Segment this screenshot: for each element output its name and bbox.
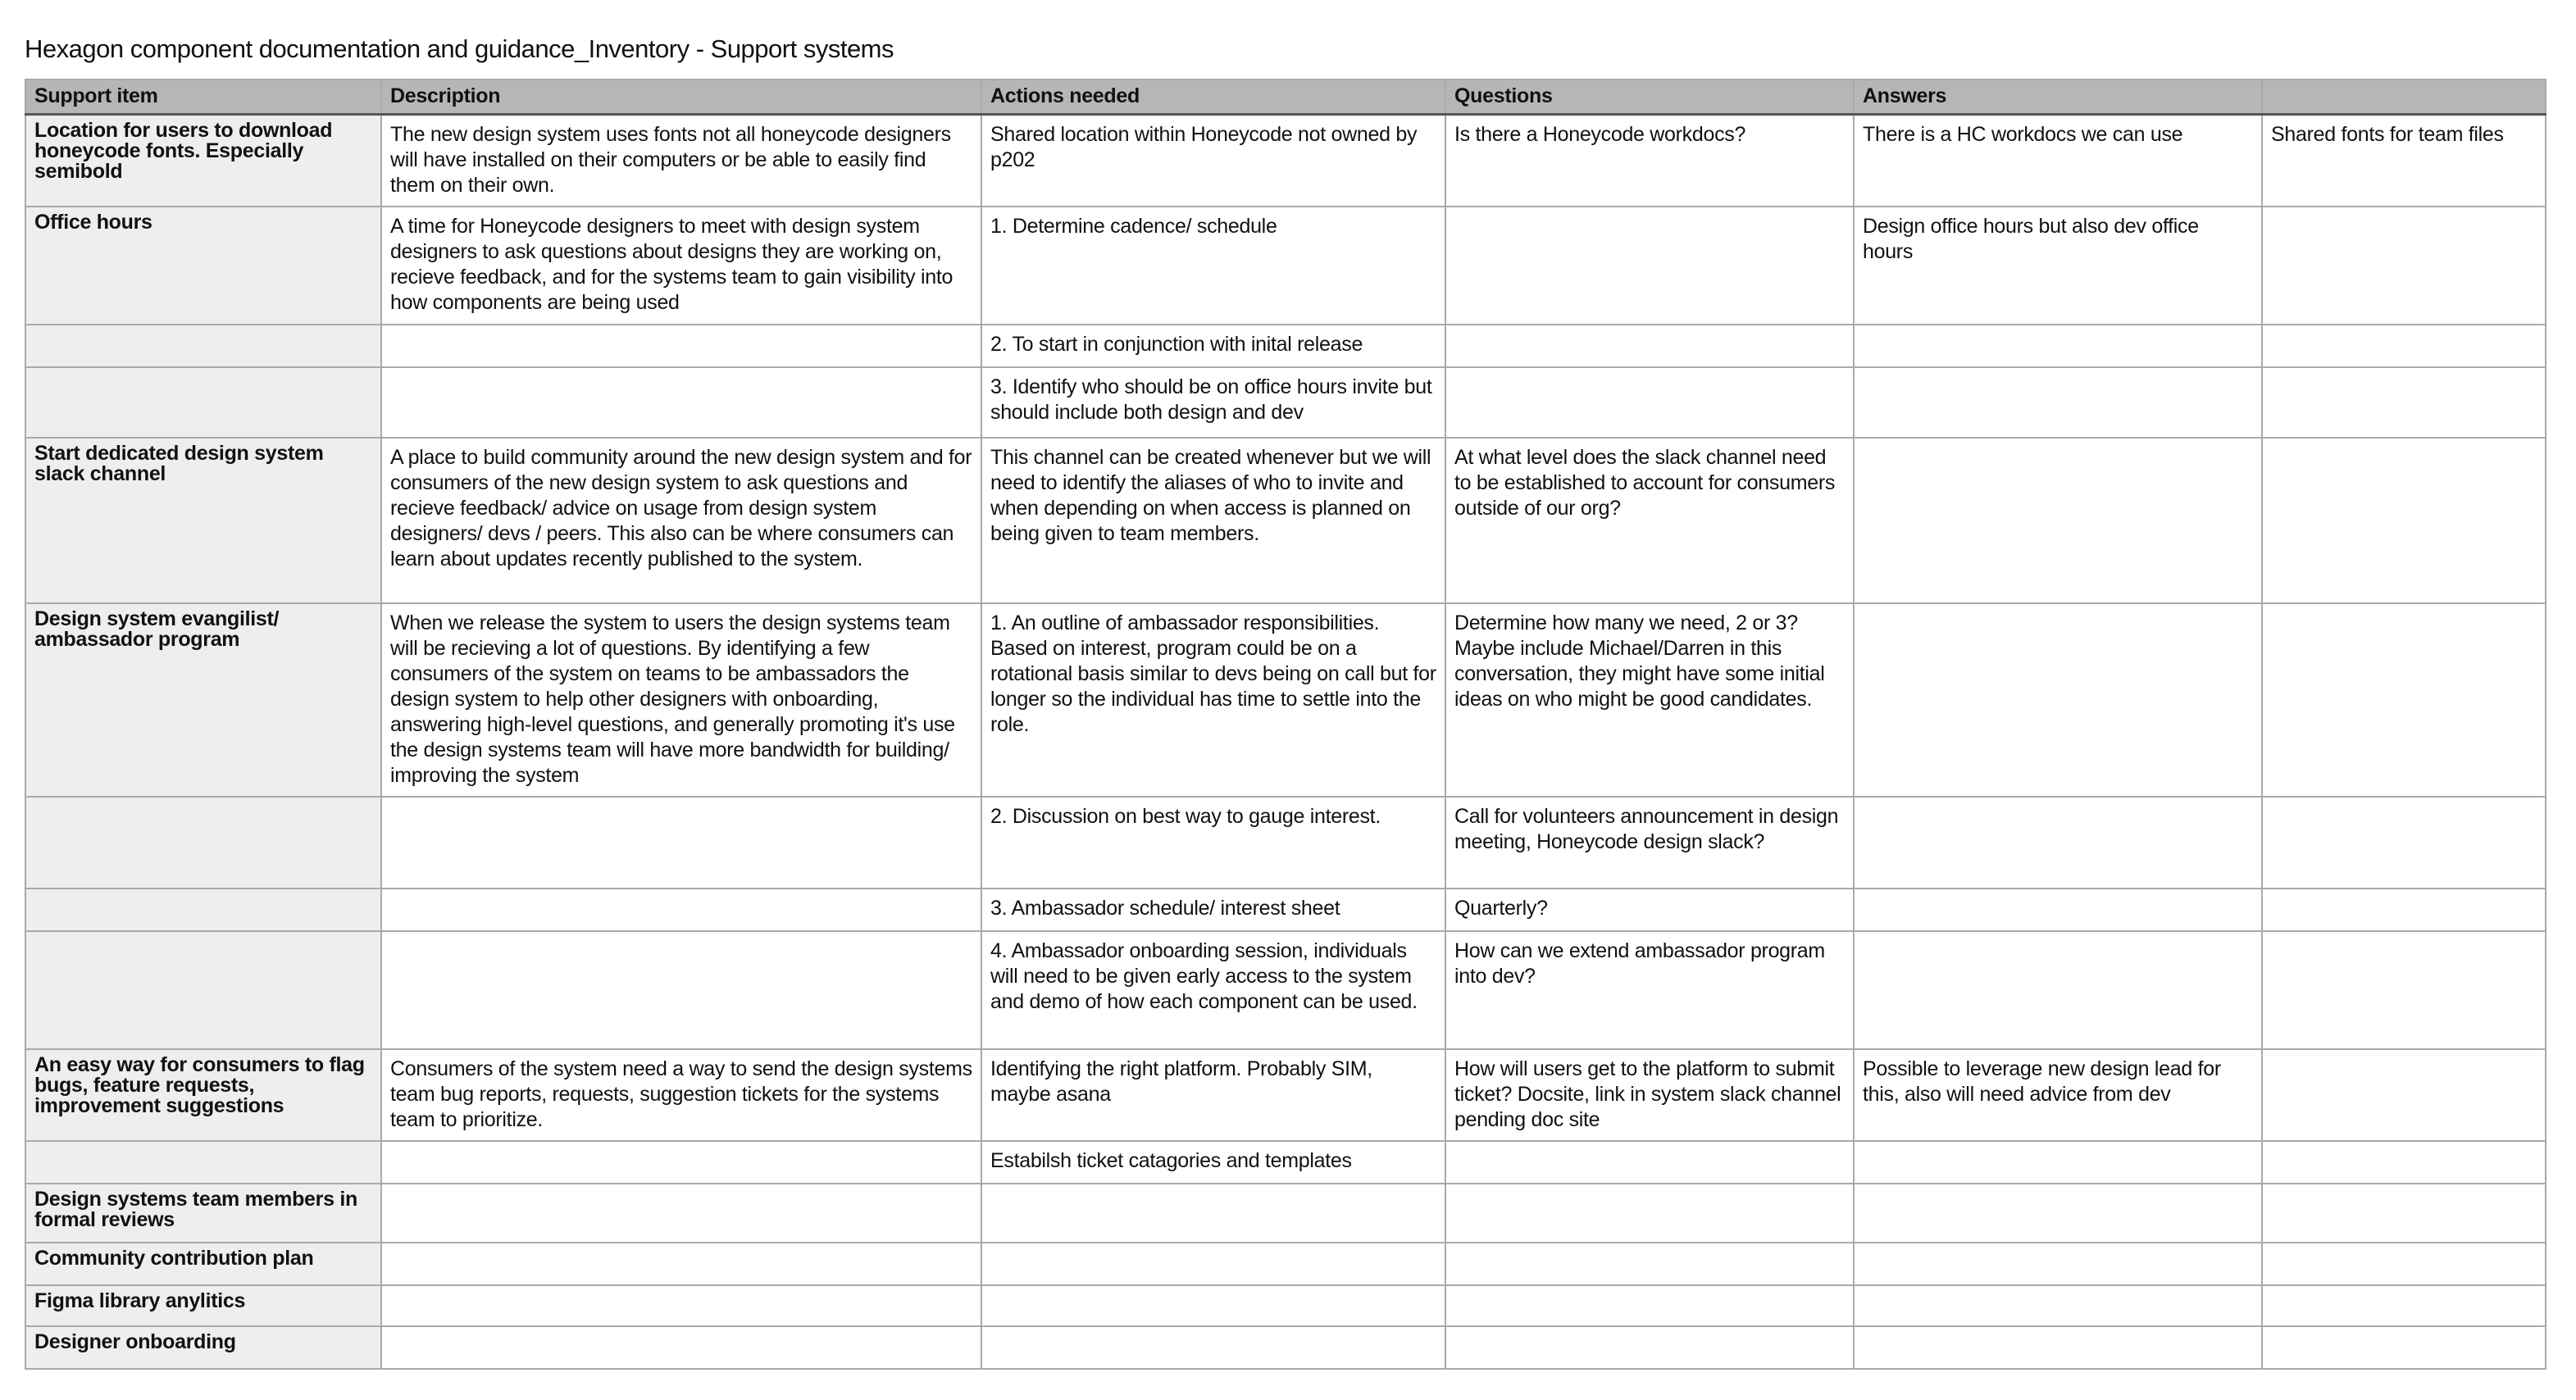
cell-support-item[interactable]	[25, 931, 381, 1049]
table-row	[25, 438, 2546, 603]
cell-questions[interactable]: At what level does the slack channel need to be established to account for consumers outside of our org?	[1445, 438, 1854, 603]
cell-questions[interactable]: How can we extend ambassador program into dev?	[1445, 931, 1854, 1049]
cell-actions-needed[interactable]: This channel can be created whenever but we will need to identify the aliases of who to invite and when depending on when access is planned on being given to team members.	[981, 438, 1445, 603]
table-row	[25, 1243, 2546, 1285]
cell-extra[interactable]	[2262, 1184, 2546, 1243]
cell-description[interactable]: When we release the system to users the design systems team will be recieving a lot of questions. By identifying a few consumers of the system on teams to be ambassadors the design system to help other designers with onboarding, answering high-level questions, and generally promoting it's use the design systems team will have more bandwidth for building/ improving the system	[381, 603, 981, 797]
header-row	[25, 80, 2546, 115]
cell-answers[interactable]	[1854, 438, 2262, 603]
cell-questions[interactable]	[1445, 1141, 1854, 1184]
cell-answers[interactable]	[1854, 367, 2262, 438]
cell-extra[interactable]	[2262, 1285, 2546, 1326]
cell-description[interactable]	[381, 1326, 981, 1369]
table-row	[25, 797, 2546, 889]
cell-extra[interactable]	[2262, 1141, 2546, 1184]
cell-description[interactable]	[381, 325, 981, 367]
cell-extra[interactable]	[2262, 1326, 2546, 1369]
table-row	[25, 1326, 2546, 1369]
cell-actions-needed[interactable]	[981, 1326, 1445, 1369]
cell-support-item[interactable]: Community contribution plan	[25, 1243, 381, 1285]
table-row	[25, 207, 2546, 325]
table-row	[25, 1285, 2546, 1326]
cell-questions[interactable]	[1445, 1184, 1854, 1243]
column-header-actions-needed[interactable]: Actions needed	[981, 80, 1445, 115]
cell-answers[interactable]	[1854, 889, 2262, 931]
cell-answers[interactable]	[1854, 325, 2262, 367]
cell-support-item[interactable]: Design systems team members in formal reviews	[25, 1184, 381, 1243]
cell-answers[interactable]	[1854, 1184, 2262, 1243]
cell-support-item[interactable]	[25, 797, 381, 889]
cell-support-item[interactable]: Figma library anylitics	[25, 1285, 381, 1326]
cell-description[interactable]	[381, 1184, 981, 1243]
cell-description[interactable]: A time for Honeycode designers to meet with design system designers to ask questions about designs they are working on, recieve feedback, and for the systems team to gain visibility into how components are being used	[381, 207, 981, 325]
cell-questions[interactable]	[1445, 367, 1854, 438]
cell-extra[interactable]	[2262, 889, 2546, 931]
support-systems-table	[25, 79, 2546, 1370]
cell-support-item[interactable]	[25, 367, 381, 438]
cell-actions-needed[interactable]: 4. Ambassador onboarding session, individuals will need to be given early access to the system and demo of how each component can be used.	[981, 931, 1445, 1049]
cell-support-item[interactable]: Designer onboarding	[25, 1326, 381, 1369]
column-header-extra[interactable]	[2262, 80, 2546, 115]
cell-extra[interactable]	[2262, 367, 2546, 438]
cell-answers[interactable]	[1854, 931, 2262, 1049]
table-row	[25, 367, 2546, 438]
cell-questions[interactable]	[1445, 207, 1854, 325]
cell-actions-needed[interactable]: Shared location within Honeycode not owned by p202	[981, 115, 1445, 207]
cell-actions-needed[interactable]: 2. Discussion on best way to gauge interest.	[981, 797, 1445, 889]
cell-actions-needed[interactable]: 2. To start in conjunction with inital release	[981, 325, 1445, 367]
cell-actions-needed[interactable]: Estabilsh ticket catagories and templates	[981, 1141, 1445, 1184]
cell-description[interactable]	[381, 1243, 981, 1285]
cell-actions-needed[interactable]: 1. An outline of ambassador responsibilities. Based on interest, program could be on a rotational basis similar to devs being on call but for longer so the individual has time to settle into the role.	[981, 603, 1445, 797]
cell-description[interactable]	[381, 931, 981, 1049]
table-row	[25, 889, 2546, 931]
cell-description[interactable]	[381, 797, 981, 889]
column-header-questions[interactable]: Questions	[1445, 80, 1854, 115]
table-row	[25, 1141, 2546, 1184]
cell-support-item[interactable]: Start dedicated design system slack channel	[25, 438, 381, 603]
cell-description[interactable]	[381, 367, 981, 438]
cell-extra[interactable]	[2262, 797, 2546, 889]
sheet-title: Hexagon component documentation and guidance_Inventory - Support systems	[25, 34, 894, 63]
cell-questions[interactable]	[1445, 1326, 1854, 1369]
cell-support-item[interactable]	[25, 889, 381, 931]
cell-answers[interactable]	[1854, 797, 2262, 889]
cell-actions-needed[interactable]	[981, 1243, 1445, 1285]
cell-questions[interactable]	[1445, 325, 1854, 367]
cell-actions-needed[interactable]	[981, 1285, 1445, 1326]
cell-description[interactable]	[381, 1141, 981, 1184]
table-row	[25, 325, 2546, 367]
cell-questions[interactable]: Quarterly?	[1445, 889, 1854, 931]
cell-answers[interactable]	[1854, 1243, 2262, 1285]
cell-extra[interactable]	[2262, 1049, 2546, 1141]
cell-questions[interactable]	[1445, 1243, 1854, 1285]
cell-extra[interactable]	[2262, 438, 2546, 603]
cell-extra[interactable]	[2262, 931, 2546, 1049]
cell-answers[interactable]: Design office hours but also dev office hours	[1854, 207, 2262, 325]
cell-support-item[interactable]: Location for users to download honeycode fonts. Especially semibold	[25, 115, 381, 207]
cell-extra[interactable]	[2262, 325, 2546, 367]
cell-answers[interactable]	[1854, 1141, 2262, 1184]
cell-actions-needed[interactable]: Identifying the right platform. Probably SIM, maybe asana	[981, 1049, 1445, 1141]
cell-extra[interactable]: Shared fonts for team files	[2262, 115, 2546, 207]
cell-answers[interactable]	[1854, 603, 2262, 797]
cell-extra[interactable]	[2262, 207, 2546, 325]
column-header-description[interactable]: Description	[381, 80, 981, 115]
cell-questions[interactable]: Determine how many we need, 2 or 3? Maybe include Michael/Darren in this conversation, they might have some initial ideas on who might be good candidates.	[1445, 603, 1854, 797]
cell-support-item[interactable]: Design system evangilist/ ambassador program	[25, 603, 381, 797]
cell-answers[interactable]: Possible to leverage new design lead for this, also will need advice from dev	[1854, 1049, 2262, 1141]
cell-support-item[interactable]: An easy way for consumers to flag bugs, feature requests, improvement suggestions	[25, 1049, 381, 1141]
cell-answers[interactable]	[1854, 1326, 2262, 1369]
cell-actions-needed[interactable]	[981, 1184, 1445, 1243]
cell-extra[interactable]	[2262, 603, 2546, 797]
table-body	[25, 115, 2546, 1370]
cell-support-item[interactable]	[25, 325, 381, 367]
cell-actions-needed[interactable]: 3. Ambassador schedule/ interest sheet	[981, 889, 1445, 931]
cell-questions[interactable]: Is there a Honeycode workdocs?	[1445, 115, 1854, 207]
cell-actions-needed[interactable]: 3. Identify who should be on office hours invite but should include both design and dev	[981, 367, 1445, 438]
column-header-answers[interactable]: Answers	[1854, 80, 2262, 115]
cell-questions[interactable]: How will users get to the platform to submit ticket? Docsite, link in system slack channel pending doc site	[1445, 1049, 1854, 1141]
table-row	[25, 931, 2546, 1049]
cell-description[interactable]: Consumers of the system need a way to send the design systems team bug reports, requests, suggestion tickets for the systems team to prioritize.	[381, 1049, 981, 1141]
table-row	[25, 115, 2546, 207]
cell-description[interactable]: A place to build community around the new design system and for consumers of the new design system to ask questions and recieve feedback/ advice on usage from design system designers/ devs / peers. This also can be where consumers can learn about updates recently published to the system.	[381, 438, 981, 603]
cell-support-item[interactable]: Office hours	[25, 207, 381, 325]
table-row	[25, 1184, 2546, 1243]
cell-description[interactable]: The new design system uses fonts not all honeycode designers will have installed on their computers or be able to easily find them on their own.	[381, 115, 981, 207]
cell-questions[interactable]	[1445, 1285, 1854, 1326]
cell-actions-needed[interactable]: 1. Determine cadence/ schedule	[981, 207, 1445, 325]
cell-support-item[interactable]	[25, 1141, 381, 1184]
column-header-support-item[interactable]: Support item	[25, 80, 381, 115]
cell-extra[interactable]	[2262, 1243, 2546, 1285]
cell-description[interactable]	[381, 889, 981, 931]
cell-questions[interactable]: Call for volunteers announcement in design meeting, Honeycode design slack?	[1445, 797, 1854, 889]
table-row	[25, 1049, 2546, 1141]
cell-answers[interactable]	[1854, 1285, 2262, 1326]
table-row	[25, 603, 2546, 797]
cell-description[interactable]	[381, 1285, 981, 1326]
cell-answers[interactable]: There is a HC workdocs we can use	[1854, 115, 2262, 207]
